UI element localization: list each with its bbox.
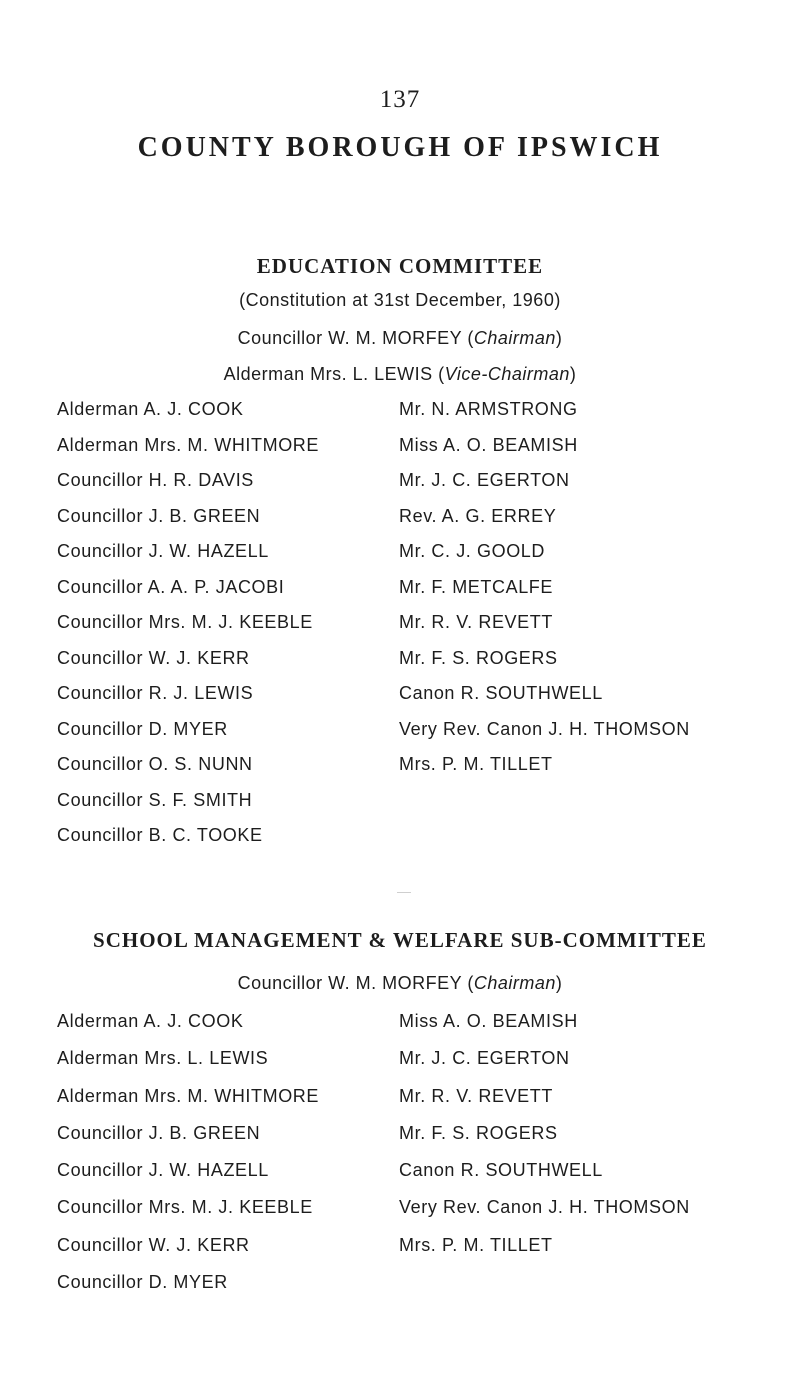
member-name: Councillor A. A. P. JACOBI xyxy=(57,576,285,597)
member-name: Councillor B. C. TOOKE xyxy=(57,825,263,845)
school-right-member-list xyxy=(399,1003,690,1264)
member-name: Councillor J. B. GREEN xyxy=(57,1122,261,1143)
education-vice-chairman-name: Alderman Mrs. L. LEWIS xyxy=(223,364,433,384)
member-name: Mr. N. ARMSTRONG xyxy=(399,399,578,419)
member-name: Councillor J. B. GREEN xyxy=(57,505,261,526)
education-chairman: Councillor W. M. MORFEY (Chairman) xyxy=(237,328,563,348)
member-name: Councillor R. J. LEWIS xyxy=(57,683,254,703)
education-right-member-list xyxy=(399,392,690,783)
member-name: Councillor W. J. KERR xyxy=(57,647,250,668)
member-name: Mrs. P. M. TILLET xyxy=(399,754,553,774)
member-name: Mr. F. S. ROGERS xyxy=(399,647,558,668)
member-name: Councillor D. MYER xyxy=(57,718,228,739)
education-committee-heading: EDUCATION COMMITTEE xyxy=(256,254,544,278)
school-committee-heading: SCHOOL MANAGEMENT & WELFARE SUB-COMMITTEE xyxy=(93,928,707,952)
member-name: Councillor H. R. DAVIS xyxy=(57,470,254,490)
constitution-note: (Constitution at 31st December, 1960) xyxy=(239,290,561,310)
member-name: Very Rev. Canon J. H. THOMSON xyxy=(399,1197,690,1218)
member-name: Miss A. O. BEAMISH xyxy=(399,1011,578,1031)
member-name: Mr. J. C. EGERTON xyxy=(399,470,570,490)
school-chairman-name: Councillor W. M. MORFEY xyxy=(237,973,462,993)
member-name: Councillor O. S. NUNN xyxy=(57,754,253,774)
member-name: Mr. F. S. ROGERS xyxy=(399,1122,558,1143)
school-chairman-role: Chairman xyxy=(473,973,556,993)
education-vice-chairman: Alderman Mrs. L. LEWIS (Vice-Chairman) xyxy=(223,364,577,384)
member-name: Councillor D. MYER xyxy=(57,1272,228,1293)
member-name: Mr. F. METCALFE xyxy=(399,576,554,597)
school-left-member-list xyxy=(57,1003,319,1301)
member-name: Alderman Mrs. M. WHITMORE xyxy=(57,1085,320,1106)
member-name: Councillor J. W. HAZELL xyxy=(57,541,269,561)
member-name: Councillor Mrs. M. J. KEEBLE xyxy=(57,1197,313,1218)
member-name: Alderman A. J. COOK xyxy=(57,1011,244,1031)
member-name: Alderman A. J. COOK xyxy=(57,399,244,419)
section-divider xyxy=(397,892,411,893)
member-name: Alderman Mrs. L. LEWIS xyxy=(57,1048,269,1069)
member-name: Mr. R. V. REVETT xyxy=(399,1085,553,1106)
member-name: Rev. A. G. ERREY xyxy=(399,505,557,526)
member-name: Mr. C. J. GOOLD xyxy=(399,541,546,561)
member-name: Alderman Mrs. M. WHITMORE xyxy=(57,434,320,455)
education-chairman-role: Chairman xyxy=(473,328,556,348)
school-chairman: Councillor W. M. MORFEY (Chairman) xyxy=(237,973,563,993)
member-name: Miss A. O. BEAMISH xyxy=(399,434,578,455)
member-name: Mr. R. V. REVETT xyxy=(399,612,553,632)
page-number: 137 xyxy=(379,86,421,113)
member-name: Canon R. SOUTHWELL xyxy=(399,683,603,703)
education-vice-chairman-role: Vice-Chairman xyxy=(444,364,570,384)
member-name: Councillor W. J. KERR xyxy=(57,1234,250,1255)
education-left-member-list xyxy=(57,392,319,854)
education-chairman-name: Councillor W. M. MORFEY xyxy=(237,328,462,348)
member-name: Councillor S. F. SMITH xyxy=(57,789,253,810)
member-name: Councillor J. W. HAZELL xyxy=(57,1160,269,1181)
page-title: COUNTY BOROUGH OF IPSWICH xyxy=(137,132,663,163)
member-name: Very Rev. Canon J. H. THOMSON xyxy=(399,718,690,739)
member-name: Mr. J. C. EGERTON xyxy=(399,1048,570,1069)
member-name: Councillor Mrs. M. J. KEEBLE xyxy=(57,612,313,632)
member-name: Mrs. P. M. TILLET xyxy=(399,1234,553,1255)
member-name: Canon R. SOUTHWELL xyxy=(399,1160,603,1181)
